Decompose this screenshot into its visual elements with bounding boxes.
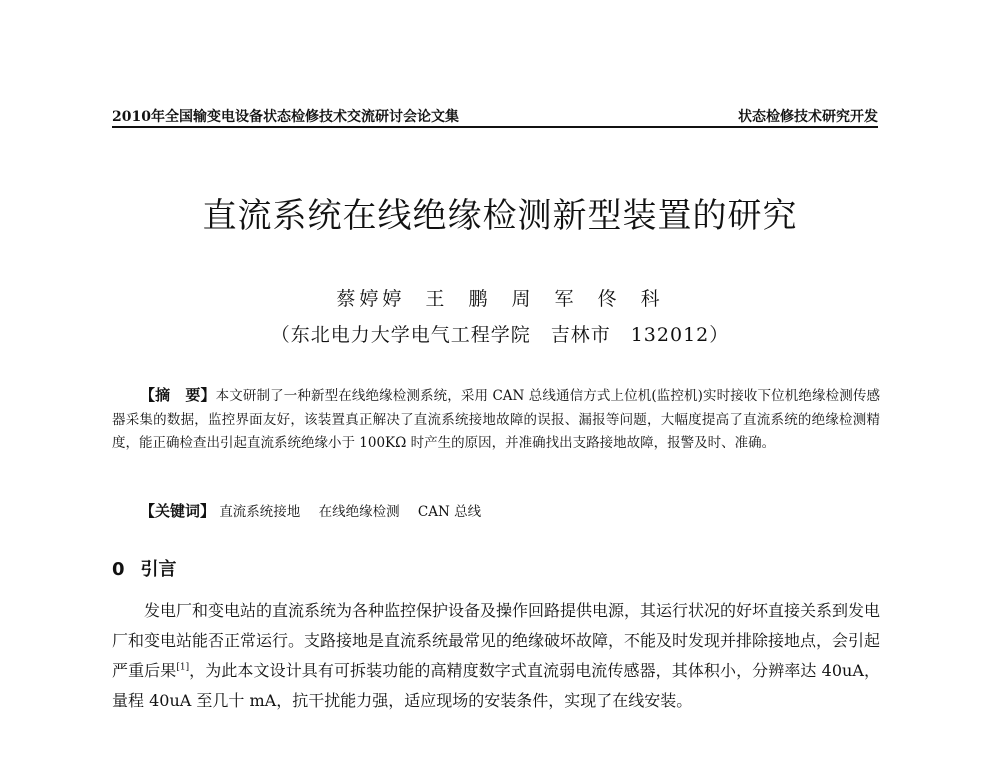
paper-title: 直流系统在线绝缘检测新型装置的研究 (202, 196, 798, 236)
keywords-label: 【关键词】 (140, 502, 216, 520)
abstract-label: 【摘 要】 (140, 386, 216, 404)
body-paragraph-part: ，为此本文设计具有可拆装功能的高精度数字式直流弱电流传感器，其体积小，分辨率达 40uA，量程 40uA 至几十 mA，抗干扰能力强，适应现场的安装条件，实现了在线安装。 (112, 661, 880, 710)
body-paragraph-part: 发电厂和变电站的直流系统为各种监控保护设备及操作回路提供电源，其运行状况的好坏直接关系到发电厂和变电站能否正常运行。支路接地是直流系统最常见的绝缘破坏故障，不能及时发现并排除接地点，会引起严重后果 (112, 601, 881, 680)
citation-ref: [1] (176, 662, 190, 673)
running-header (112, 104, 878, 128)
header-proceedings-title: 2010年全国输变电设备状态检修技术交流研讨会论文集 (112, 109, 459, 125)
keywords (140, 500, 880, 521)
section-number: 0 (112, 559, 125, 580)
section-title: 引言 (140, 559, 177, 580)
header-section-title: 状态检修技术研究开发 (738, 109, 878, 125)
keyword: 直流系统接地 (219, 504, 301, 520)
abstract-text: 本文研制了一种新型在线绝缘检测系统，采用 CAN 总线通信方式上位机(监控机)实时接收下位机绝缘检测传感器采集的数据，监控界面友好，该装置真正解决了直流系统接地故障的误报、漏报等问题，大幅度提高了直流系统的绝缘检测精度，能正确检查出引起直流系统绝缘小于 100KΩ 时产生的原因，并准确找出支路接地故障，报警及时、准确。 (112, 388, 880, 451)
abstract (112, 384, 880, 456)
body-text (112, 596, 880, 716)
keyword: 在线绝缘检测 (318, 504, 400, 520)
author-affiliation: （东北电力大学电气工程学院 吉林市 132012） (270, 324, 730, 346)
keyword: CAN 总线 (417, 504, 482, 520)
author-list: 蔡婷婷 王 鹏 周 军 佟 科 (336, 288, 664, 310)
section-heading (112, 555, 177, 581)
